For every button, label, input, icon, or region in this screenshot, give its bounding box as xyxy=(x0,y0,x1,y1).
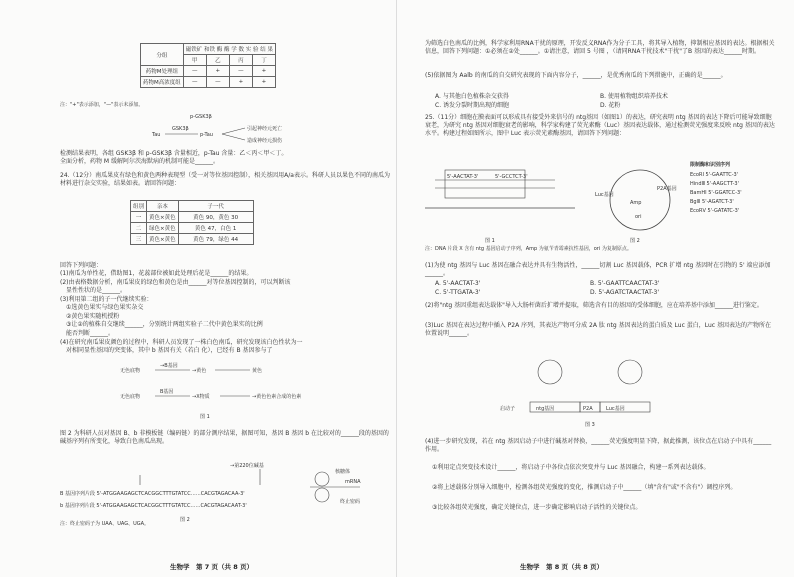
table-row: 药物M处理组 — + — + xyxy=(141,66,276,77)
svg-text:限制酶和识别序列: 限制酶和识别序列 xyxy=(690,162,731,168)
table-row: 药物M高浓度组 — — + + xyxy=(141,77,276,88)
q25-2: (2)将"ntg 基因重组表达载体"导入大肠杆菌后扩增并提取，筛选含有目的基因的受体细胞，应在培养基中添加______进行鉴定。 xyxy=(425,302,763,309)
q25-3: (3)Luc 基因在表达过程中插入 P2A 序列，其表达产物可分成 2A 肽 ntg 基因表达的蛋白质及 Luc 蛋白，Luc 基因表达的产物所在位置说明______。 xyxy=(425,322,772,338)
svg-text:5'-GCCTCT-3': 5'-GCCTCT-3' xyxy=(495,174,528,180)
svg-text:核糖体: 核糖体 xyxy=(335,469,351,475)
gsk-label: GSK3β xyxy=(172,126,189,132)
answer-line: 能否判断______。 xyxy=(66,330,115,337)
gsk-pathway-diagram xyxy=(150,110,300,152)
fig-note: 注：DNA 片段 X 含有 ntg 基因启动子序列，Amp 为氨苄青霉素抗性基因，ori 为复制原点。 xyxy=(425,246,632,252)
svg-text:mRNA: mRNA xyxy=(345,479,361,485)
option-d: D. 花粉 xyxy=(600,102,621,109)
svg-text:启动子: 启动子 xyxy=(500,406,516,412)
svg-text:ori: ori xyxy=(635,214,642,220)
answer-line: (2)由表格数据分析，南瓜果皮的绿色和黄色是由______对等位基因控制的，可以判断该 xyxy=(60,279,291,286)
result-text-1: 检测结果表明，各组 GSK3β 和 p-GSK3β 含量相近，p-Tau 含量：乙＜丙＜甲＜丁。 xyxy=(60,150,288,157)
table-row: 二 绿色×黄色 黄色 47，白色 1 xyxy=(131,223,254,234)
primer-b: B. 5'-GAATTCAACTAT-3' xyxy=(590,280,660,287)
plasmid-figure xyxy=(425,158,775,248)
svg-text:无色底物: 无色底物 xyxy=(120,368,141,374)
seq-b: B 基因序列片段 5'-ATGGAAGAGCTCACGGCTTTGTATCC……CACGTAGACAA-3' xyxy=(60,491,245,497)
table-col: 丙 xyxy=(229,55,252,66)
answer-line: 显性性状的是______。 xyxy=(66,287,127,294)
answer-line: (1)南瓜为单性花，借助图1，花蕊部位被如此处理后花是______的结果。 xyxy=(60,270,253,277)
right-p1: 为筛选白色南瓜的比例，科学家利用RNA干扰的原理，开发反义RNA作为分子工具，将其导入植物，抑制相应基因的表达。根据相关信息，回答下列问题：①必须在②处______。①请注意，请回 5 号图 ，（请同RNA干扰技术"干扰"了B 基因的表达______时期。 xyxy=(425,40,775,56)
svg-text:HindⅢ 5'-AAGCTT-3': HindⅢ 5'-AAGCTT-3' xyxy=(690,181,739,187)
svg-text:B基因: B基因 xyxy=(160,389,174,395)
svg-text:BglⅡ 5'-AGATCT-3': BglⅡ 5'-AGATCT-3' xyxy=(690,199,734,205)
svg-text:EcoRⅠ 5'-GAATTC-3': EcoRⅠ 5'-GAATTC-3' xyxy=(690,172,739,178)
footer-right: 生物学 第 8 页（共 8 页） xyxy=(520,563,604,571)
svg-text:5'-AACTAT-3': 5'-AACTAT-3' xyxy=(447,174,479,180)
table-col: 丁 xyxy=(252,55,275,66)
seq-b2: b 基因序列片段 5'-ATGGAAGAGCTCACGGCTTTGTATCC……CACGTAGACAAT-3' xyxy=(60,503,247,509)
cross-table: 组别 亲本 子一代 一 黄色×黄色 黄色 90，黄色 30 二 绿色×黄色 黄色 47，白色 1 三 黄色×黄色 黄色 79，绿色 44 xyxy=(130,200,254,245)
svg-text:黄色: 黄色 xyxy=(252,368,263,374)
option-a: A. 与其他白色植株杂交获得 xyxy=(435,93,509,100)
q25-4-item: ②将上述载体分别导入细胞中，检测各组荧光强度的变化，推测启动子中______（填"含有"或"不含有"）调控序列。 xyxy=(432,484,737,491)
fig2-sequence-diagram xyxy=(60,455,390,530)
svg-text:Luc基因: Luc基因 xyxy=(595,192,614,198)
table-row: 一 黄色×黄色 黄色 90，黄色 30 xyxy=(131,212,254,223)
fig2-text: 图 2 为科研人员对基因 B、b 非模板链（编码链）的部分测序结果，据图可知，基因 B 基因 b 在比较对的______段的基因的碱基序列有所变化，导致白色南瓜出现。 xyxy=(60,430,389,446)
primer-d: D. 5'-AGATCTAACTAT-3' xyxy=(590,289,659,296)
right-p2: (5)依据图为 Aalb 的南瓜的自交研究表现的下面内容分子，______，是优秀南瓜的下列措施中，正确的是______。 xyxy=(425,72,727,79)
q25-4-item: ③比较各组荧光强度，确定关键位点，进一步确定影响启动子活性的关键位点。 xyxy=(432,504,642,511)
q25-stem: 25.（11分）细胞在膜表面可以形成具有接受外来信号的 ntg基因（如图1）的表达，研究表明 ntg 基因的表达下降后可能导致细胞衰老，为研究 ntg 基因对细胞衰老的影响，科学家构建了荧光素酶（Luc）基因表达载体，通过检测荧光强度来反映 ntg 基因的表达水平。构建过程如图所示，图中 Luc 表示荧光素酶基因，请回答下列问题： xyxy=(425,114,775,138)
fig1-pigment-pathway xyxy=(100,360,330,426)
table-note: 注："+"表示添加，"—"表示未添加。 xyxy=(60,102,144,108)
experiment-table xyxy=(140,43,276,88)
fig3-construct xyxy=(500,352,690,432)
primer-a: A. 5'-AACTAT-3' xyxy=(435,280,481,287)
tau-label: Tau xyxy=(152,132,161,138)
footer-left: 生物学 第 7 页（共 8 页） xyxy=(170,563,254,571)
q25-1: (1)为使 ntg 基因与 Luc 基因在融合表达并具有生物活性，______切割 Luc 基因载体，PCR 扩增 ntg 基因时在引物的 5' 端应添加______。 xyxy=(425,262,771,278)
svg-text:EcoRⅤ 5'-GATATC-3': EcoRⅤ 5'-GATATC-3' xyxy=(690,208,740,214)
svg-text:→X物质: →X物质 xyxy=(192,394,210,400)
result-text-2: 全面分析，药物 M 缓解阿尔茨海默病的机制可能是______。 xyxy=(60,158,219,165)
answer-line: 回答下列问题： xyxy=(60,262,103,269)
table-col: 甲 xyxy=(183,55,206,66)
result1-label: 引起神经元死亡 xyxy=(247,126,283,132)
svg-text:终止密码: 终止密码 xyxy=(340,499,361,505)
answer-line: ③让②的植株自交继续______，分别统计两组实验子二代中黄色果实的比例 xyxy=(66,321,263,328)
option-b: B. 使用植物组织培养技术 xyxy=(600,93,668,100)
answer-line: ②黄色果实随机授粉 xyxy=(66,313,120,320)
q25-4: (4)进一步研究发现，若在 ntg 基因启动子中进行碱基对替换，______荧光强度明显下降，据此推测，该位点在启动子中具有______作用。 xyxy=(425,438,772,454)
svg-text:→黄色: →黄色 xyxy=(192,368,207,374)
svg-text:无色底物: 无色底物 xyxy=(120,394,141,400)
svg-text:Luc基因: Luc基因 xyxy=(606,406,625,412)
page-divider xyxy=(396,0,397,577)
svg-text:图 3: 图 3 xyxy=(585,422,595,428)
svg-text:→第220位碱基: →第220位碱基 xyxy=(230,463,264,469)
svg-text:P2A: P2A xyxy=(583,406,593,412)
table-row: 三 黄色×黄色 黄色 79，绿色 44 xyxy=(131,234,254,245)
table-col-label: 分组 xyxy=(141,44,184,66)
svg-text:图 2: 图 2 xyxy=(630,238,640,244)
fig2-caption: 图 2 xyxy=(180,517,190,523)
answer-line: ①选黄色果实与绿色果实杂交 xyxy=(66,304,144,311)
svg-text:Amp: Amp xyxy=(630,200,642,206)
svg-text:图 1: 图 1 xyxy=(485,238,495,244)
svg-text:P2A基因: P2A基因 xyxy=(657,186,677,192)
pgsk-label: p-GSK3β xyxy=(190,114,212,120)
fig1-caption: 图 1 xyxy=(200,414,210,420)
option-c: C. 诱发分裂时期出现的细胞 xyxy=(435,102,510,109)
svg-text:→黄色色素合成的色素: →黄色色素合成的色素 xyxy=(252,394,302,400)
primer-c: C. 5'-TTGATA-3' xyxy=(435,289,481,296)
answer-line: (3)利用第二组的子一代继续实验： xyxy=(60,296,153,303)
svg-text:BamHⅠ 5'-GGATCC-3': BamHⅠ 5'-GGATCC-3' xyxy=(690,190,742,196)
result2-label: 造成神经元损伤 xyxy=(247,138,283,144)
q25-4-item: ①利用定点突变技术设计______，将启动子中各位点依次突变并与 Luc 基因融合，构建一系列表达载体。 xyxy=(432,464,710,471)
fig2-note: 注：终止密码子为 UAA、UAG、UGA。 xyxy=(60,521,150,527)
svg-text:ntg基因: ntg基因 xyxy=(536,406,555,412)
answer-line: (4)在研究南瓜果皮颜色的过程中，科研人员发现了一株白色南瓜，研究发现该白色性状为一 xyxy=(60,339,303,346)
ptau-label: p-Tau xyxy=(200,132,213,138)
table-col: 乙 xyxy=(206,55,229,66)
q24-stem: 24.（12分）南瓜果皮有绿色和黄色两种表现型（受一对等位基因控制），相关基因用A/a表示。科研人员以果色不同的南瓜为材料进行杂交实验，结果如表。请回答问题： xyxy=(60,172,390,188)
svg-text:→B基因: →B基因 xyxy=(160,363,178,369)
table-header-group: 磁铁矿 和铁 酶 酶 学 数 实 验 结 果 xyxy=(183,44,275,55)
answer-line: 对相同显性基因的突变体，其中 b 基因有关（若白 化），已经有 B 基因参与了 xyxy=(66,347,273,354)
